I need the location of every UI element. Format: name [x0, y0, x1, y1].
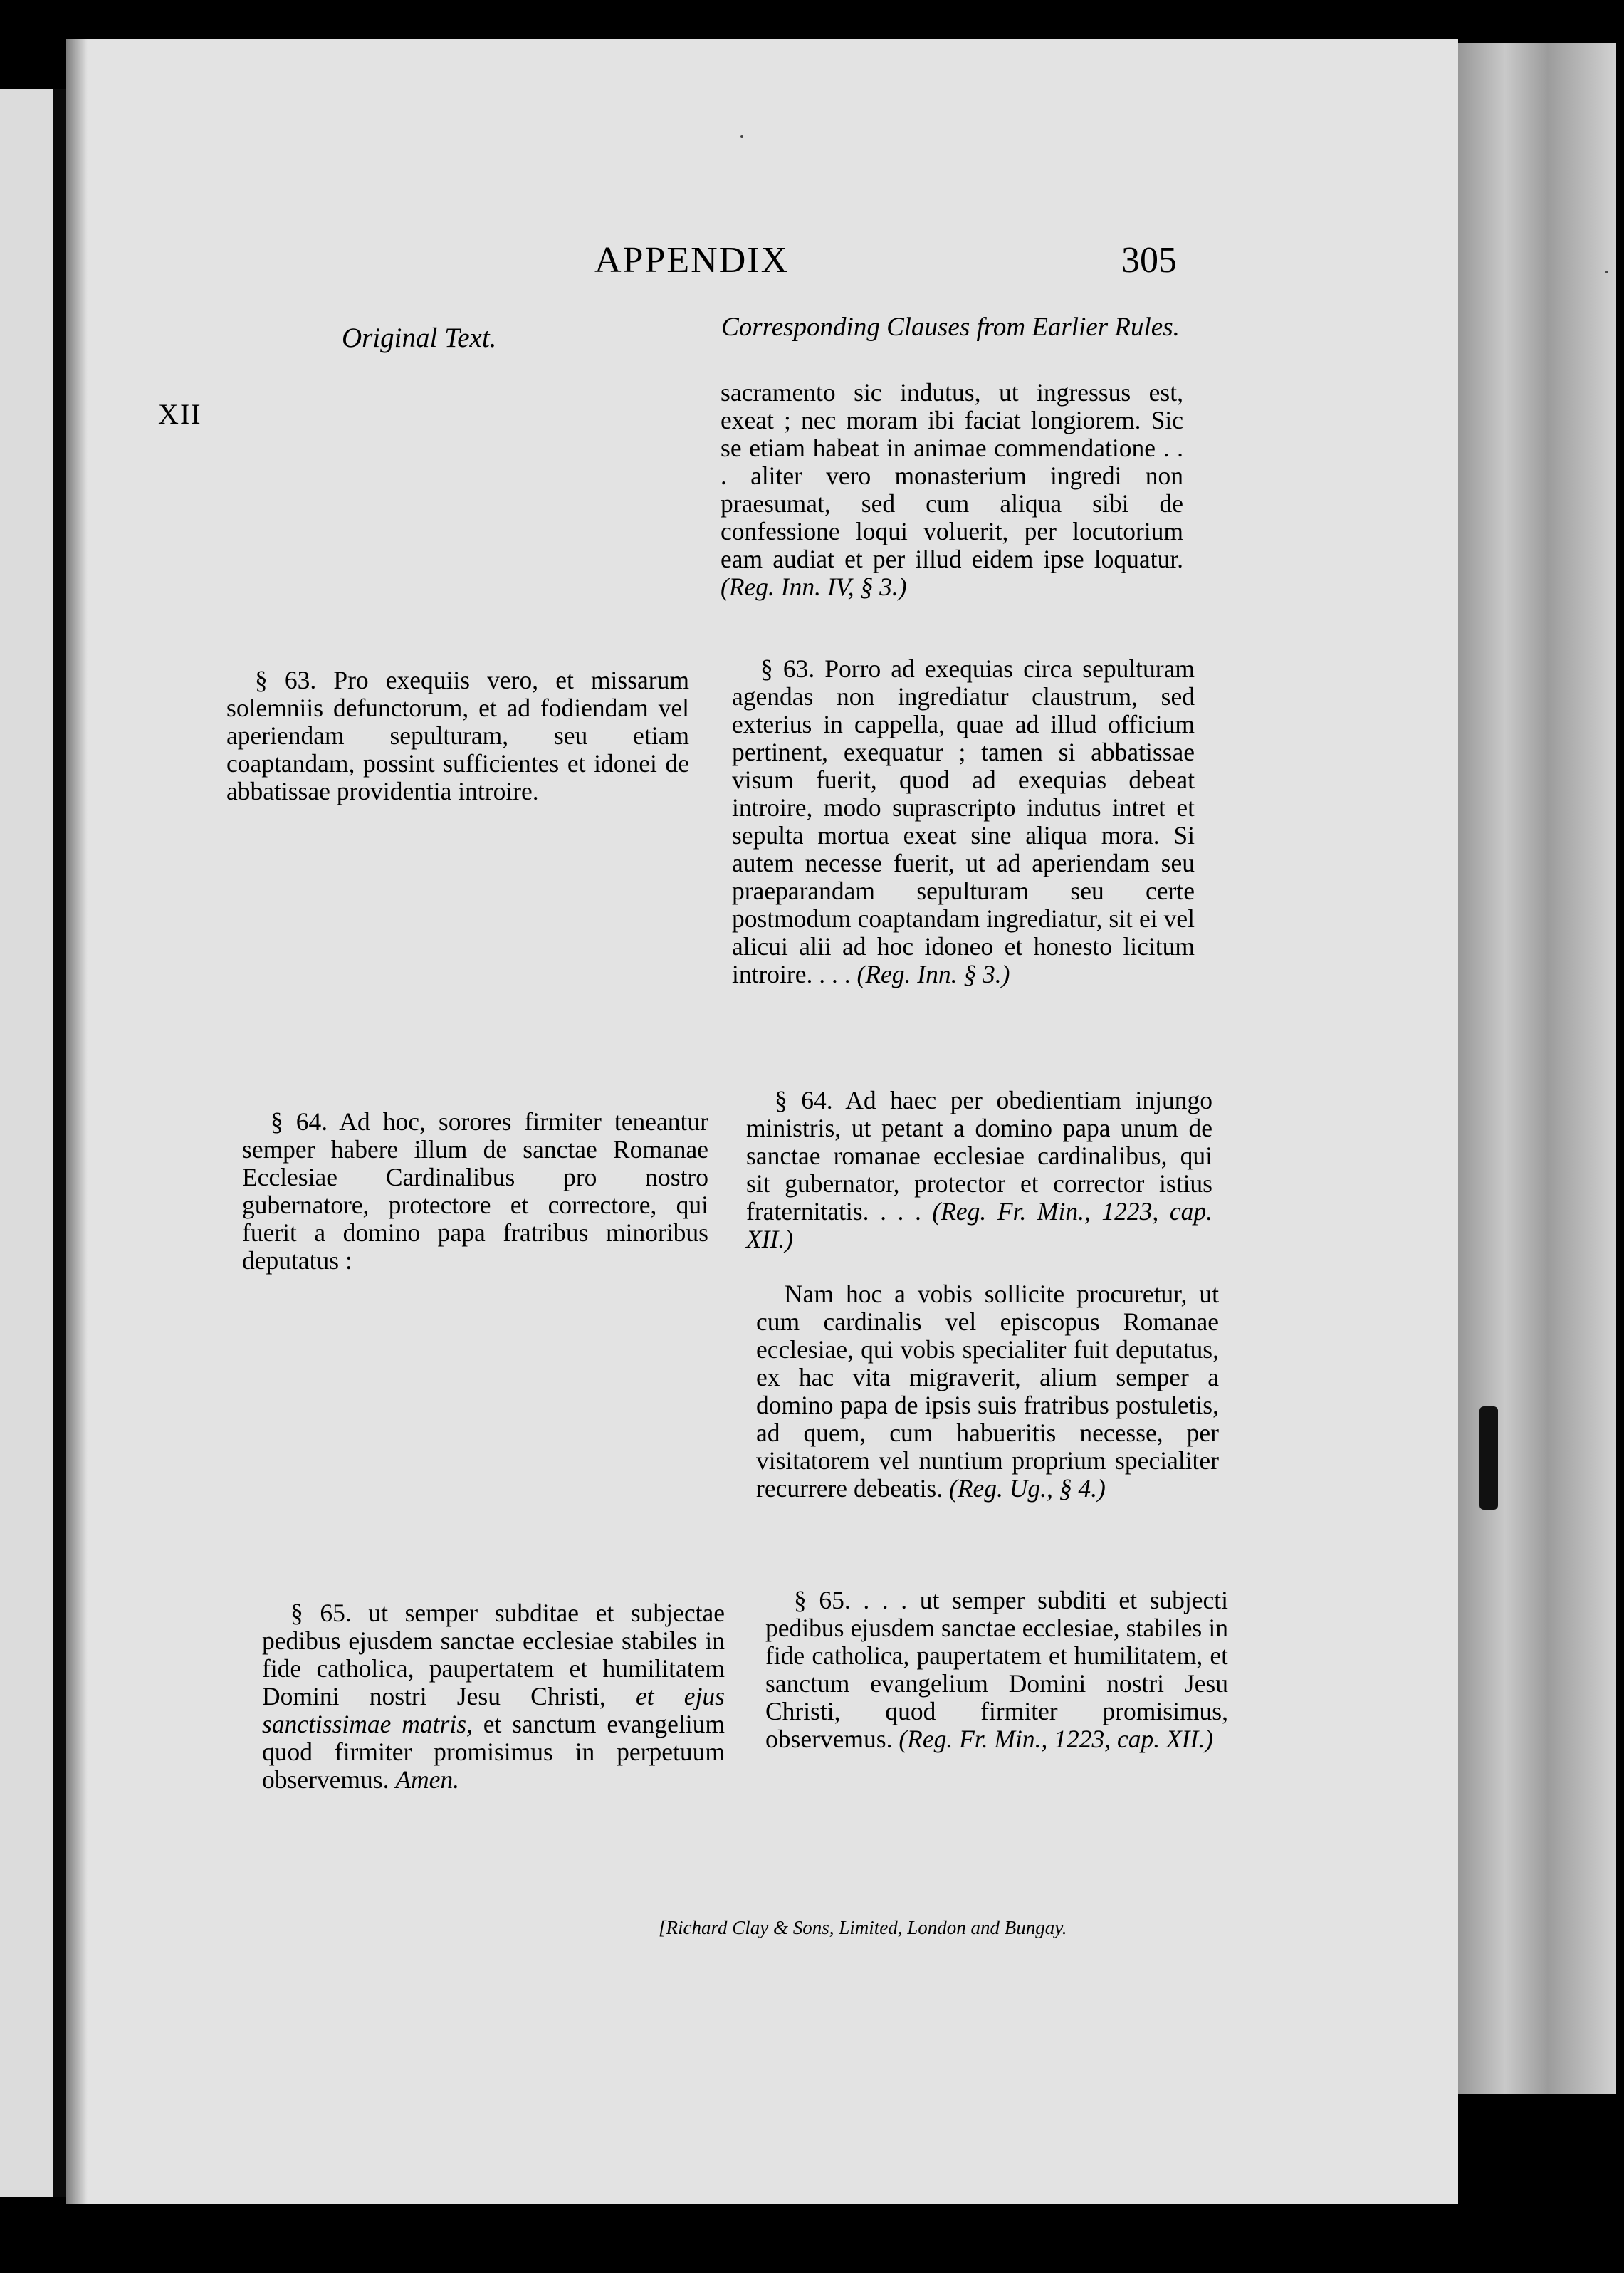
citation: (Reg. Inn. § 3.)	[856, 960, 1010, 988]
amen: Amen.	[395, 1765, 460, 1794]
left-paragraph-64	[242, 1108, 708, 1275]
dust-speck	[740, 135, 743, 138]
right-column-heading: Corresponding Clauses from Earlier Rules.	[721, 313, 1180, 342]
citation: (Reg. Fr. Min., 1223, cap. XII.)	[746, 1197, 1212, 1253]
printer-imprint: [Richard Clay & Sons, Limited, London and Bungay.	[659, 1917, 1067, 1938]
page-stack-edge	[1445, 43, 1616, 2094]
chapter-number: XII	[158, 398, 202, 430]
binding-gutter	[53, 89, 66, 2197]
left-paragraph-65	[262, 1599, 725, 1794]
paragraph-text: § 64. Ad hoc, sorores firmiter teneantur semper habere illum de sanctae Romanae Ecclesiae Cardinalibus pro nostro gubernatore, protectore et correctore, qui fuerit a domino papa fratribus minoribus deputatus :	[242, 1107, 708, 1275]
paragraph-text: Nam hoc a vobis sollicite procuretur, ut cum cardinalis vel episcopus Romanae ecclesiae, qui vobis specialiter fuit deputatus, ex hac vita migraverit, alium semper a domino papa de ipsis suis fratribus postuletis, ad quem, cum habueritis necesse, per visitatorem vel nuntium proprium specialiter recurrere debeatis.	[756, 1280, 1219, 1503]
paragraph-text: sacramento sic indutus, ut ingressus est, exeat ; nec moram ibi faciat longiorem. Sic se etiam habeat in animae commendatione . . . aliter vero monasterium ingredi non praesumat, sed cum aliqua sibi de confessione loqui voluerit, per locutorium eam audiat et per illud eidem ipse loquatur.	[721, 378, 1183, 573]
right-paragraph-continuation	[721, 379, 1183, 601]
paragraph-text: § 65. . . . ut semper subditi et subjecti pedibus ejusdem sanctae ecclesiae, stabiles in fide catholica, paupertatem et humilitatem, et sanctum evangelium Domini nostri Jesu Christi, quod firmiter promisimus, observemus.	[765, 1586, 1228, 1753]
right-paragraph-64-continued	[756, 1280, 1219, 1503]
dust-speck	[1605, 271, 1608, 273]
previous-page-edge	[0, 89, 53, 2197]
bookmark-ribbon	[1479, 1406, 1498, 1510]
paragraph-text: § 65. ut semper subditae et subjectae pedibus ejusdem sanctae ecclesiae stabiles in fide catholica, paupertatem et humilitatem Domini nostri Jesu Christi,	[262, 1599, 725, 1710]
paragraph-text: § 63. Porro ad exequias circa sepulturam agendas non ingrediatur claustrum, sed exterius in cappella, quae ad illud officium pertinent, exequatur ; tamen si abbatissae visum fuerit, quod ad exequias debeat introire, modo suprascripto indutus intret et sepulta mortua exeat sine aliqua mora. Si autem necesse fuerit, ut ad aperiendam seu praeparandam sepulturam seu certe postmodum coaptandam ingrediatur, sit ei vel alicui alii ad hoc idoneo et honesto licitum introire. . . .	[732, 654, 1195, 988]
citation: (Reg. Inn. IV, § 3.)	[721, 573, 907, 601]
left-paragraph-63	[226, 667, 689, 805]
paragraph-text: § 64. Ad haec per obedientiam injungo ministris, ut petant a domino papa unum de sanctae romanae ecclesiae cardinalibus, qui sit gubernator, protector et corrector istius fraternitatis. . . .	[746, 1086, 1212, 1226]
right-paragraph-63	[732, 655, 1195, 988]
running-header: APPENDIX	[594, 240, 790, 281]
citation: (Reg. Fr. Min., 1223, cap. XII.)	[899, 1725, 1214, 1753]
paragraph-text: § 63. Pro exequiis vero, et missarum solemniis defunctorum, et ad fodiendam vel aperiendam sepulturam, seu etiam coaptandam, possint sufficientes et idonei de abbatissae providentia introire.	[226, 666, 689, 805]
right-paragraph-64	[746, 1087, 1212, 1253]
gutter-shadow	[66, 39, 88, 2204]
right-paragraph-65	[765, 1587, 1228, 1753]
citation: (Reg. Ug., § 4.)	[949, 1474, 1106, 1503]
italic-phrase: et ejus sanctissimae matris,	[262, 1682, 725, 1738]
page-number: 305	[1121, 240, 1177, 281]
left-column-heading: Original Text.	[342, 323, 497, 353]
paragraph-text-continued: et sanctum evangelium quod firmiter promisimus in perpetuum observemus.	[262, 1710, 725, 1794]
